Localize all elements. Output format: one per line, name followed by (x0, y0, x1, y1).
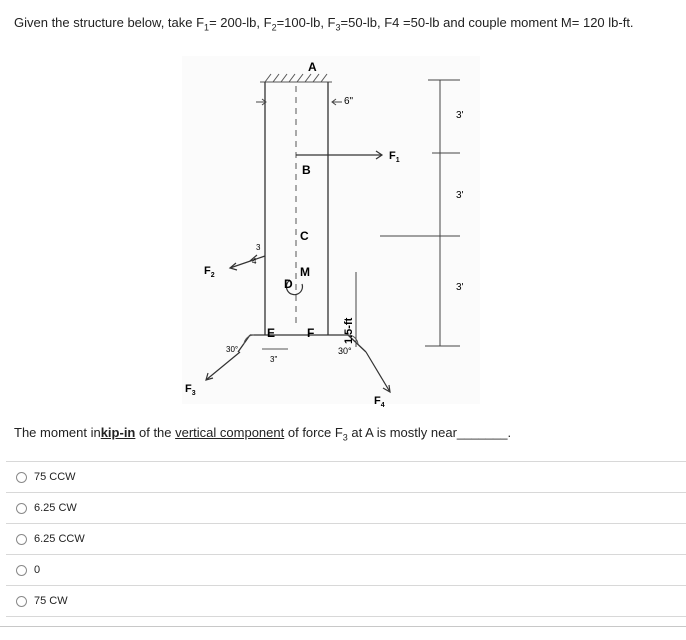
label-three-inch: 3" (270, 355, 278, 364)
label-b: B (302, 163, 311, 177)
label-angle-right: 30° (338, 346, 352, 356)
prompt-part: The moment in (14, 425, 101, 440)
answer-option-4[interactable] (6, 554, 686, 585)
label-dim-3a: 3' (456, 110, 464, 121)
label-f1: $F_1$ (389, 150, 400, 164)
radio-button[interactable] (16, 472, 27, 483)
label-dim-3b: 3' (456, 190, 464, 201)
question-part: =50-lb, F4 =50-lb and couple moment M= 120 lb-ft. (340, 15, 634, 30)
answer-option-3[interactable] (6, 523, 686, 554)
label-f3: $F_3$ (185, 383, 196, 397)
answer-option-5[interactable] (6, 585, 686, 617)
prompt-part: at A is mostly near (347, 425, 457, 440)
radio-button[interactable] (16, 596, 27, 607)
label-f2: $F_2$ (204, 265, 215, 279)
radio-button[interactable] (16, 503, 27, 514)
label-slope-4: 4 (252, 257, 257, 266)
label-angle-left: 30° (226, 345, 239, 354)
label-a: A (308, 60, 317, 74)
label-one-point-five-ft: 1.5-ft (343, 317, 355, 344)
answer-label: 6.25 CW (34, 502, 77, 514)
question-part: = 200-lb, F (209, 15, 272, 30)
bottom-divider (0, 626, 686, 627)
answer-option-1[interactable] (6, 461, 686, 492)
structure-diagram (170, 52, 500, 409)
prompt-part: of force F (284, 425, 343, 440)
prompt-kip-in: kip-in (100, 425, 136, 440)
label-slope-3: 3 (256, 243, 261, 252)
answer-options (6, 461, 686, 617)
label-e: E (267, 326, 276, 340)
question-text (14, 14, 674, 37)
question-part: Given the structure below, take F (14, 15, 205, 30)
question-sub-1: 1 (204, 22, 210, 33)
question-prompt (14, 424, 674, 447)
radio-button[interactable] (16, 534, 27, 545)
question-sub-2: 2 (271, 22, 277, 33)
prompt-vertical-component: vertical component (175, 425, 285, 440)
question-part: =100-lb, F (276, 15, 336, 30)
answer-label: 75 CCW (34, 471, 76, 483)
label-six-inch: 6" (344, 96, 354, 107)
label-d: D (284, 277, 293, 291)
label-m: M (300, 265, 310, 279)
answer-label: 0 (34, 564, 41, 576)
label-f4: $F_4$ (374, 395, 385, 409)
radio-button[interactable] (16, 565, 27, 576)
label-c: C (300, 229, 309, 243)
answer-label: 6.25 CCW (34, 533, 85, 545)
prompt-part: of the (135, 425, 176, 440)
prompt-sub-3: 3 (342, 432, 348, 443)
question-sub-3: 3 (335, 22, 341, 33)
answer-option-2[interactable] (6, 492, 686, 523)
label-dim-3c: 3' (456, 282, 464, 293)
prompt-blank: _______. (456, 425, 512, 440)
answer-label: 75 CW (34, 595, 68, 607)
label-f: F (307, 326, 315, 340)
